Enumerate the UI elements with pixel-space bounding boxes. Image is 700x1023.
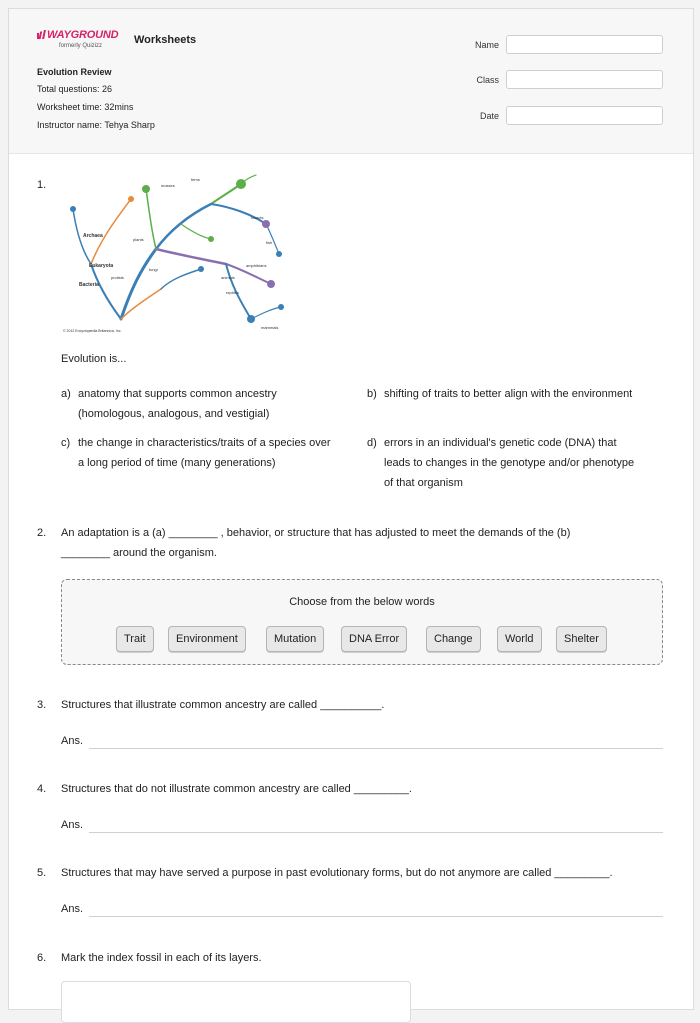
question-1-text: Evolution is... bbox=[61, 353, 127, 365]
worksheet-title: Evolution Review bbox=[37, 67, 112, 77]
question-5-ans-label: Ans. bbox=[61, 903, 84, 915]
tree-label-bacteria: Bacteria bbox=[79, 282, 99, 288]
tree-label-mosses: mosses bbox=[161, 183, 175, 188]
question-6-number: 6. bbox=[37, 952, 47, 964]
tree-label-mammals: mammals bbox=[261, 325, 279, 330]
worksheet: WAYGROUND formerly Quizizz Worksheets Evolution Review Total questions: 26 Worksheet time: 32mins Instructor name: Tehya Sharp Name Class Date 1. Archaea Eukaryota Bacteria plants fungi protists animals mammals amphibians reptiles fish insects mosses ferns © 2012 Encyclopædia Britannica, Inc. Evolution is... a) anatomy that supports common ancestry (homologous, analogous, and vestigial) b) shifting of traits to better align with the environment c) the change in characteristics/traits of a species over a long period of time (many generations) d) errors in an individual's genetic code (DNA) that leads to changes in the genotype and/or phenotype of that organism 2. An adaptation is a (a) ________ , behavior, or structure that has adjusted to meet the demands of the (b) ________ around the organism. Choose from the below words Trait Environment Mutation DNA Error Change World Shelter 3. Structures that illustrate common ancestry are called __________. Ans. 4. Structures that do not illustrate common ancestry are called _________. Ans. 5. Structures that may have served a purpose in past evolutionary forms, but do not anymore are called _________. Ans. 6. Mark the index fossil in each of its layers. bbox=[8, 8, 694, 1010]
question-4-answer-line[interactable] bbox=[89, 832, 663, 833]
date-input[interactable] bbox=[506, 106, 663, 125]
instructor-name: Instructor name: Tehya Sharp bbox=[37, 120, 155, 130]
tree-label-fungi: fungi bbox=[149, 267, 158, 272]
date-label: Date bbox=[479, 111, 499, 121]
question-3-ans-label: Ans. bbox=[61, 735, 84, 747]
word-bank-title: Choose from the below words bbox=[289, 596, 435, 608]
tree-of-life-image bbox=[61, 169, 291, 334]
word-chip-change[interactable]: Change bbox=[426, 626, 481, 652]
question-4-ans-label: Ans. bbox=[61, 819, 84, 831]
tree-label-archaea: Archaea bbox=[83, 233, 103, 239]
tree-label-ferns: ferns bbox=[191, 177, 200, 182]
question-3-text: Structures that illustrate common ancestry are called __________. bbox=[61, 699, 385, 711]
question-5-text: Structures that may have served a purpose in past evolutionary forms, but do not anymore are called _________. bbox=[61, 867, 613, 879]
brand-subtitle: formerly Quizizz bbox=[59, 43, 103, 49]
brand-logo bbox=[37, 29, 127, 53]
image-credit: © 2012 Encyclopædia Britannica, Inc. bbox=[63, 329, 122, 333]
brand-mark-icon bbox=[37, 30, 47, 40]
total-questions: Total questions: 26 bbox=[37, 84, 113, 94]
name-label: Name bbox=[474, 40, 499, 50]
tree-label-protists: protists bbox=[111, 275, 124, 280]
name-input[interactable] bbox=[506, 35, 663, 54]
question-6-image-frame bbox=[61, 981, 411, 1023]
question-2-number: 2. bbox=[37, 527, 47, 539]
class-label: Class bbox=[476, 75, 499, 85]
tree-label-insects: insects bbox=[251, 215, 264, 220]
question-3-number: 3. bbox=[37, 699, 47, 711]
worksheet-time: Worksheet time: 32mins bbox=[37, 102, 134, 112]
tree-label-plants: plants bbox=[133, 237, 144, 242]
tree-label-eukaryota: Eukaryota bbox=[89, 263, 114, 269]
tree-label-animals: animals bbox=[221, 275, 235, 280]
word-chip-trait[interactable]: Trait bbox=[116, 626, 154, 652]
word-chip-mutation[interactable]: Mutation bbox=[266, 626, 324, 652]
word-chip-dna-error[interactable]: DNA Error bbox=[341, 626, 407, 652]
brand-name: WAYGROUND bbox=[47, 29, 119, 41]
section-label: Worksheets bbox=[134, 34, 197, 46]
tree-label-amphibians: amphibians bbox=[246, 263, 267, 268]
question-6-text: Mark the index fossil in each of its layers. bbox=[61, 952, 262, 964]
worksheet-header bbox=[9, 9, 693, 154]
question-5-answer-line[interactable] bbox=[89, 916, 663, 917]
word-chip-shelter[interactable]: Shelter bbox=[556, 626, 607, 652]
question-4-text: Structures that do not illustrate common ancestry are called _________. bbox=[61, 783, 412, 795]
question-1-number: 1. bbox=[37, 179, 47, 191]
question-3-answer-line[interactable] bbox=[89, 748, 663, 749]
word-chip-world[interactable]: World bbox=[497, 626, 542, 652]
class-input[interactable] bbox=[506, 70, 663, 89]
tree-label-fish: fish bbox=[266, 240, 273, 245]
word-bank bbox=[61, 579, 663, 665]
question-4-number: 4. bbox=[37, 783, 47, 795]
word-chip-environment[interactable]: Environment bbox=[168, 626, 246, 652]
question-5-number: 5. bbox=[37, 867, 47, 879]
tree-label-reptiles: reptiles bbox=[226, 290, 239, 295]
question-2-text: An adaptation is a (a) ________ , behavior, or structure that has adjusted to meet the demands of the (b) ________ around the organism. bbox=[61, 527, 571, 559]
